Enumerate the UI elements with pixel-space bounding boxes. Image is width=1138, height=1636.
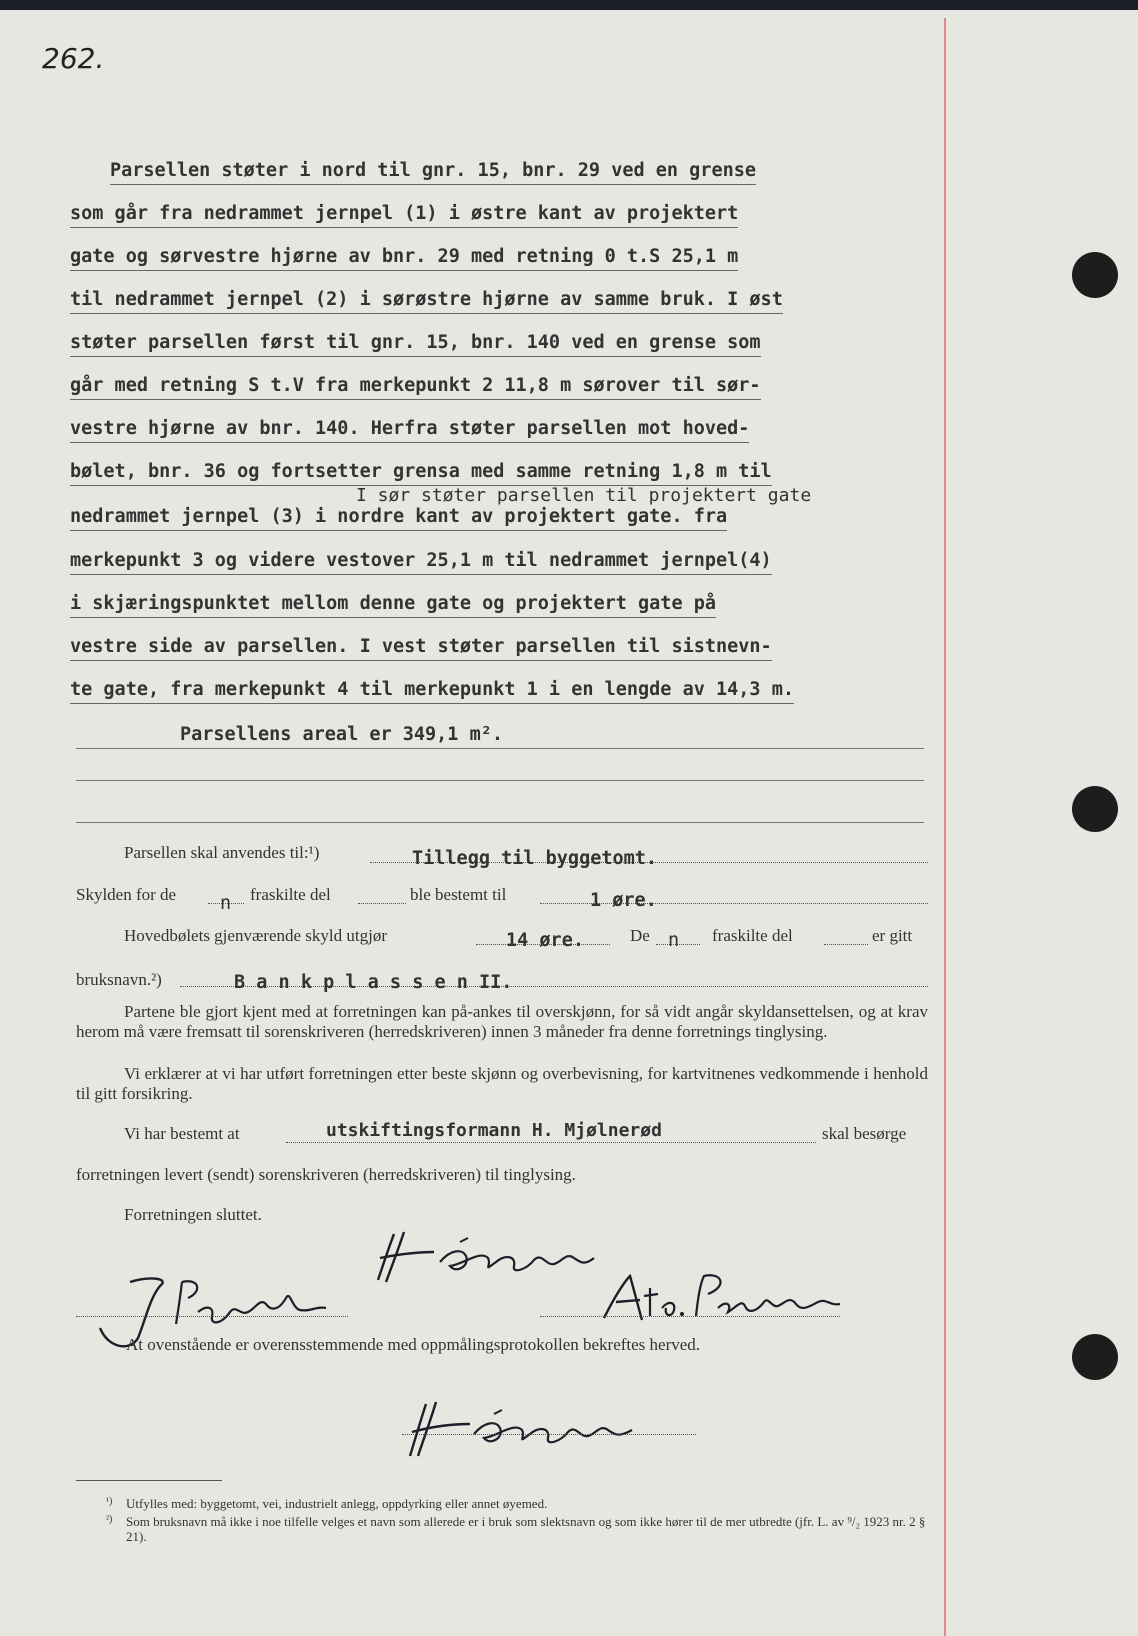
binder-hole — [1072, 786, 1118, 832]
description-line: støter parsellen først til gnr. 15, bnr. 140 ved en grense som — [70, 330, 761, 357]
certification-text: At ovenstående er overensstemmende med oppmålingsprotokollen bekreftes herved. — [126, 1335, 701, 1354]
description-line: Parsellen støter i nord til gnr. 15, bnr. 29 ved en grense — [110, 158, 756, 185]
inserted-line: I sør støter parsellen til projektert gate — [356, 485, 812, 506]
remaining-label: De — [630, 926, 650, 945]
tax-label: Skylden for de — [76, 885, 177, 904]
footnote-2 — [106, 1514, 936, 1544]
tax-fill-n: n — [220, 893, 232, 914]
declaration-text: Vi erklærer at vi har utført forretningen etter beste skjønn og overbevisning, for kartvitnenes vedkommende i henhold til gitt forsikring. — [76, 1064, 928, 1103]
description-line: som går fra nedrammet jernpel (1) i østre kant av projektert — [70, 201, 738, 228]
remaining-label: Hovedbølets gjenværende skyld utgjør — [124, 926, 387, 945]
remaining-value: 14 øre. — [506, 930, 584, 951]
tax-label: ble bestemt til — [410, 885, 507, 904]
remaining-label: er gitt — [872, 926, 913, 945]
name-value: B a n k p l a s s e n II. — [234, 972, 513, 993]
dotted-line — [656, 944, 700, 945]
description-line: i skjæringspunktet mellom denne gate og projektert gate på — [70, 591, 716, 618]
description-line: til nedrammet jernpel (2) i sørøstre hjørne av samme bruk. I øst — [70, 287, 783, 314]
dotted-line — [358, 903, 406, 904]
tax-label: fraskilte del — [250, 885, 331, 904]
description-line: vestre hjørne av bnr. 140. Herfra støter parsellen mot hoved- — [70, 416, 749, 443]
binder-hole — [1072, 1334, 1118, 1380]
decided-value: utskiftingsformann H. Mjølnerød — [326, 1120, 662, 1141]
page-top-edge — [0, 0, 1138, 10]
remaining-label: fraskilte del — [712, 926, 793, 945]
delivery-line: forretningen levert (sendt) sorenskriveren (herredskriveren) til tinglysing. — [76, 1165, 576, 1184]
decided-label: Vi har bestemt at — [124, 1124, 240, 1143]
footnote-mark: ²) — [106, 1514, 113, 1525]
signature-line — [402, 1434, 696, 1435]
tax-value: 1 øre. — [590, 890, 657, 911]
signature-line — [76, 1316, 348, 1317]
signature-line — [540, 1316, 840, 1317]
rule-line — [76, 822, 924, 823]
description-line: går med retning S t.V fra merkepunkt 2 11,8 m sørover til sør- — [70, 373, 761, 400]
rule-line — [76, 780, 924, 781]
signature-certifier — [400, 1392, 660, 1462]
footnote-1 — [106, 1496, 936, 1511]
description-line: te gate, fra merkepunkt 4 til merkepunkt 1 i en lengde av 14,3 m. — [70, 677, 794, 704]
footnote-rule — [76, 1480, 222, 1481]
dotted-line — [286, 1142, 816, 1143]
footnote-mark: ¹) — [106, 1496, 113, 1507]
appeal-paragraph — [76, 1002, 928, 1042]
page-number: 262. — [42, 42, 105, 75]
binder-hole — [1072, 252, 1118, 298]
area-line: Parsellens areal er 349,1 m². — [180, 724, 504, 745]
margin-line — [944, 18, 946, 1636]
description-line: bølet, bnr. 36 og fortsetter grensa med samme retning 1,8 m til — [70, 459, 772, 486]
use-value: Tillegg til byggetomt. — [412, 848, 658, 869]
footnote-text: Utfylles med: byggetomt, vei, industrielt anlegg, oppdyrking eller annet øyemed. — [126, 1496, 548, 1511]
declaration-paragraph — [76, 1064, 928, 1104]
rule-line — [76, 748, 924, 749]
closing-text: Forretningen sluttet. — [124, 1205, 262, 1224]
use-label: Parsellen skal anvendes til:¹) — [124, 843, 320, 862]
signature-chairman — [370, 1222, 610, 1292]
remaining-fill-n: n — [668, 930, 680, 951]
footnote-text: Som bruksnavn må ikke i noe tilfelle velges et navn som allerede er i bruk som slektsnavn og som ikke hører til de mer utbredte (jfr. L. av ⁹/₂ 1923 nr. 2 § 21). — [126, 1514, 926, 1544]
description-line: nedrammet jernpel (3) i nordre kant av projektert gate. fra — [70, 504, 727, 531]
appeal-text: Partene ble gjort kjent med at forretningen kan på-ankes til overskjønn, for så vidt angår skyldansettelsen, og at krav herom må være fremsatt til sorenskriveren (herredskriveren) innen 3 måneder fra denne forretnings tinglysing. — [76, 1002, 928, 1041]
dotted-line — [824, 944, 868, 945]
decided-label: skal besørge — [822, 1124, 907, 1143]
description-line: merkepunkt 3 og videre vestover 25,1 m til nedrammet jernpel(4) — [70, 548, 772, 575]
name-label: bruksnavn.²) — [76, 970, 162, 989]
dotted-line — [208, 903, 244, 904]
signature-witness-2 — [598, 1268, 858, 1328]
description-line: gate og sørvestre hjørne av bnr. 29 med retning 0 t.S 25,1 m — [70, 244, 738, 271]
description-line: vestre side av parsellen. I vest støter parsellen til sistnevn- — [70, 634, 772, 661]
